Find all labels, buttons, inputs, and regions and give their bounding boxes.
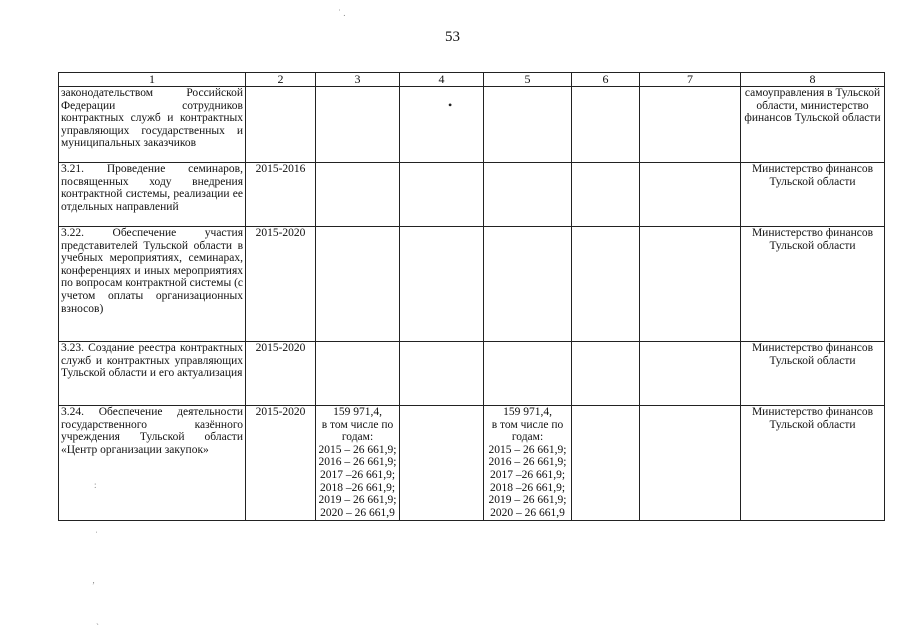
funding-regional-cell: [484, 342, 572, 406]
empty-cell: [640, 163, 741, 227]
table-row: [59, 406, 885, 521]
funding-line: 2016 – 26 661,9;: [488, 456, 567, 469]
funding-line: в том числе по: [321, 418, 394, 431]
executor-cell: Министерство финансов Тульской области: [741, 163, 885, 227]
scan-speck: ˈ: [95, 530, 98, 540]
funding-line: 2015 – 26 661,9;: [488, 443, 567, 456]
funding-line: в том числе по: [491, 418, 564, 431]
table-row: [59, 163, 885, 227]
program-table: [58, 72, 885, 521]
funding-line: годам:: [341, 431, 374, 444]
column-header: 5: [484, 73, 572, 87]
column-header: 2: [246, 73, 316, 87]
funding-line: 2016 – 26 661,9;: [318, 456, 397, 469]
funding-line: годам:: [511, 431, 544, 444]
page-number: 53: [445, 29, 460, 45]
column-header: 8: [741, 73, 885, 87]
funding-regional-cell: [484, 87, 572, 163]
funding-regional-cell: [484, 406, 572, 521]
measure-cell: 3.23. Создание реестра контрактных служб и контрактных управляющих Тульской области и его актуализация: [59, 342, 246, 406]
empty-cell: [572, 342, 640, 406]
funding-line: 2020 – 26 661,9: [320, 506, 395, 519]
empty-cell: [572, 406, 640, 521]
funding-total-cell: [316, 163, 400, 227]
table-row: [59, 227, 885, 342]
column-header: 6: [572, 73, 640, 87]
funding-line: 2017 –26 661,9;: [319, 468, 396, 481]
scan-speck: •: [448, 98, 453, 112]
empty-cell: [572, 163, 640, 227]
funding-line: 2017 –26 661,9;: [489, 468, 566, 481]
executor-cell: Министерство финансов Тульской области: [741, 227, 885, 342]
funding-line: 2019 – 26 661,9;: [318, 494, 397, 507]
table-row: [59, 87, 885, 163]
funding-total-cell: [316, 87, 400, 163]
executor-cell: Министерство финансов Тульской области: [741, 406, 885, 521]
column-header: 7: [640, 73, 741, 87]
empty-cell: [640, 406, 741, 521]
empty-cell: [640, 342, 741, 406]
funding-regional-cell: [484, 227, 572, 342]
funding-line: 2015 – 26 661,9;: [318, 443, 397, 456]
empty-cell: [400, 227, 484, 342]
column-header: 1: [59, 73, 246, 87]
period-cell: [246, 87, 316, 163]
empty-cell: [400, 342, 484, 406]
table-row: [59, 342, 885, 406]
funding-line: 159 971,4,: [503, 406, 552, 418]
funding-line: 159 971,4,: [333, 406, 382, 418]
column-header: 4: [400, 73, 484, 87]
period-cell: 2015-2020: [246, 227, 316, 342]
funding-regional-cell: [484, 163, 572, 227]
measure-cell: законодательством Российской Федерации сотрудников контрактных служб и контрактных управляющих государственных и муниципальных заказчиков: [59, 87, 246, 163]
period-cell: 2015-2020: [246, 406, 316, 521]
funding-line: 2018 –26 661,9;: [319, 481, 396, 494]
measure-cell: 3.24. Обеспечение деятельности государственного казённого учреждения Тульской области «Центр организации закупок»: [59, 406, 246, 521]
empty-cell: [640, 87, 741, 163]
empty-cell: [572, 227, 640, 342]
funding-line: 2020 – 26 661,9: [490, 506, 565, 519]
empty-cell: [572, 87, 640, 163]
scan-speck: ˏ: [96, 615, 99, 625]
table-body: [59, 87, 885, 521]
funding-line: 2019 – 26 661,9;: [488, 494, 567, 507]
column-header: 3: [316, 73, 400, 87]
scan-speck: ˙ .: [338, 8, 346, 18]
funding-total-cell: [316, 227, 400, 342]
header-row: [59, 73, 885, 87]
funding-total-cell: [316, 342, 400, 406]
executor-cell: самоуправления в Тульской области, министерство финансов Тульской области: [741, 87, 885, 163]
empty-cell: [400, 87, 484, 163]
period-cell: 2015-2020: [246, 342, 316, 406]
executor-cell: Министерство финансов Тульской области: [741, 342, 885, 406]
empty-cell: [400, 406, 484, 521]
scan-speck: ‚: [92, 575, 95, 585]
measure-cell: 3.22. Обеспечение участия представителей Тульской области в учебных мероприятиях, семинарах, конференциях и иных мероприятиях по вопросам контрактной системы (с учетом оплаты организационных взносов): [59, 227, 246, 342]
empty-cell: [400, 163, 484, 227]
measure-cell: 3.21. Проведение семинаров, посвященных ходу внедрения контрактной системы, реализации ее отдельных направлений: [59, 163, 246, 227]
scan-speck: :: [94, 480, 97, 490]
funding-line: 2018 –26 661,9;: [489, 481, 566, 494]
funding-total-cell: [316, 406, 400, 521]
empty-cell: [640, 227, 741, 342]
period-cell: 2015-2016: [246, 163, 316, 227]
